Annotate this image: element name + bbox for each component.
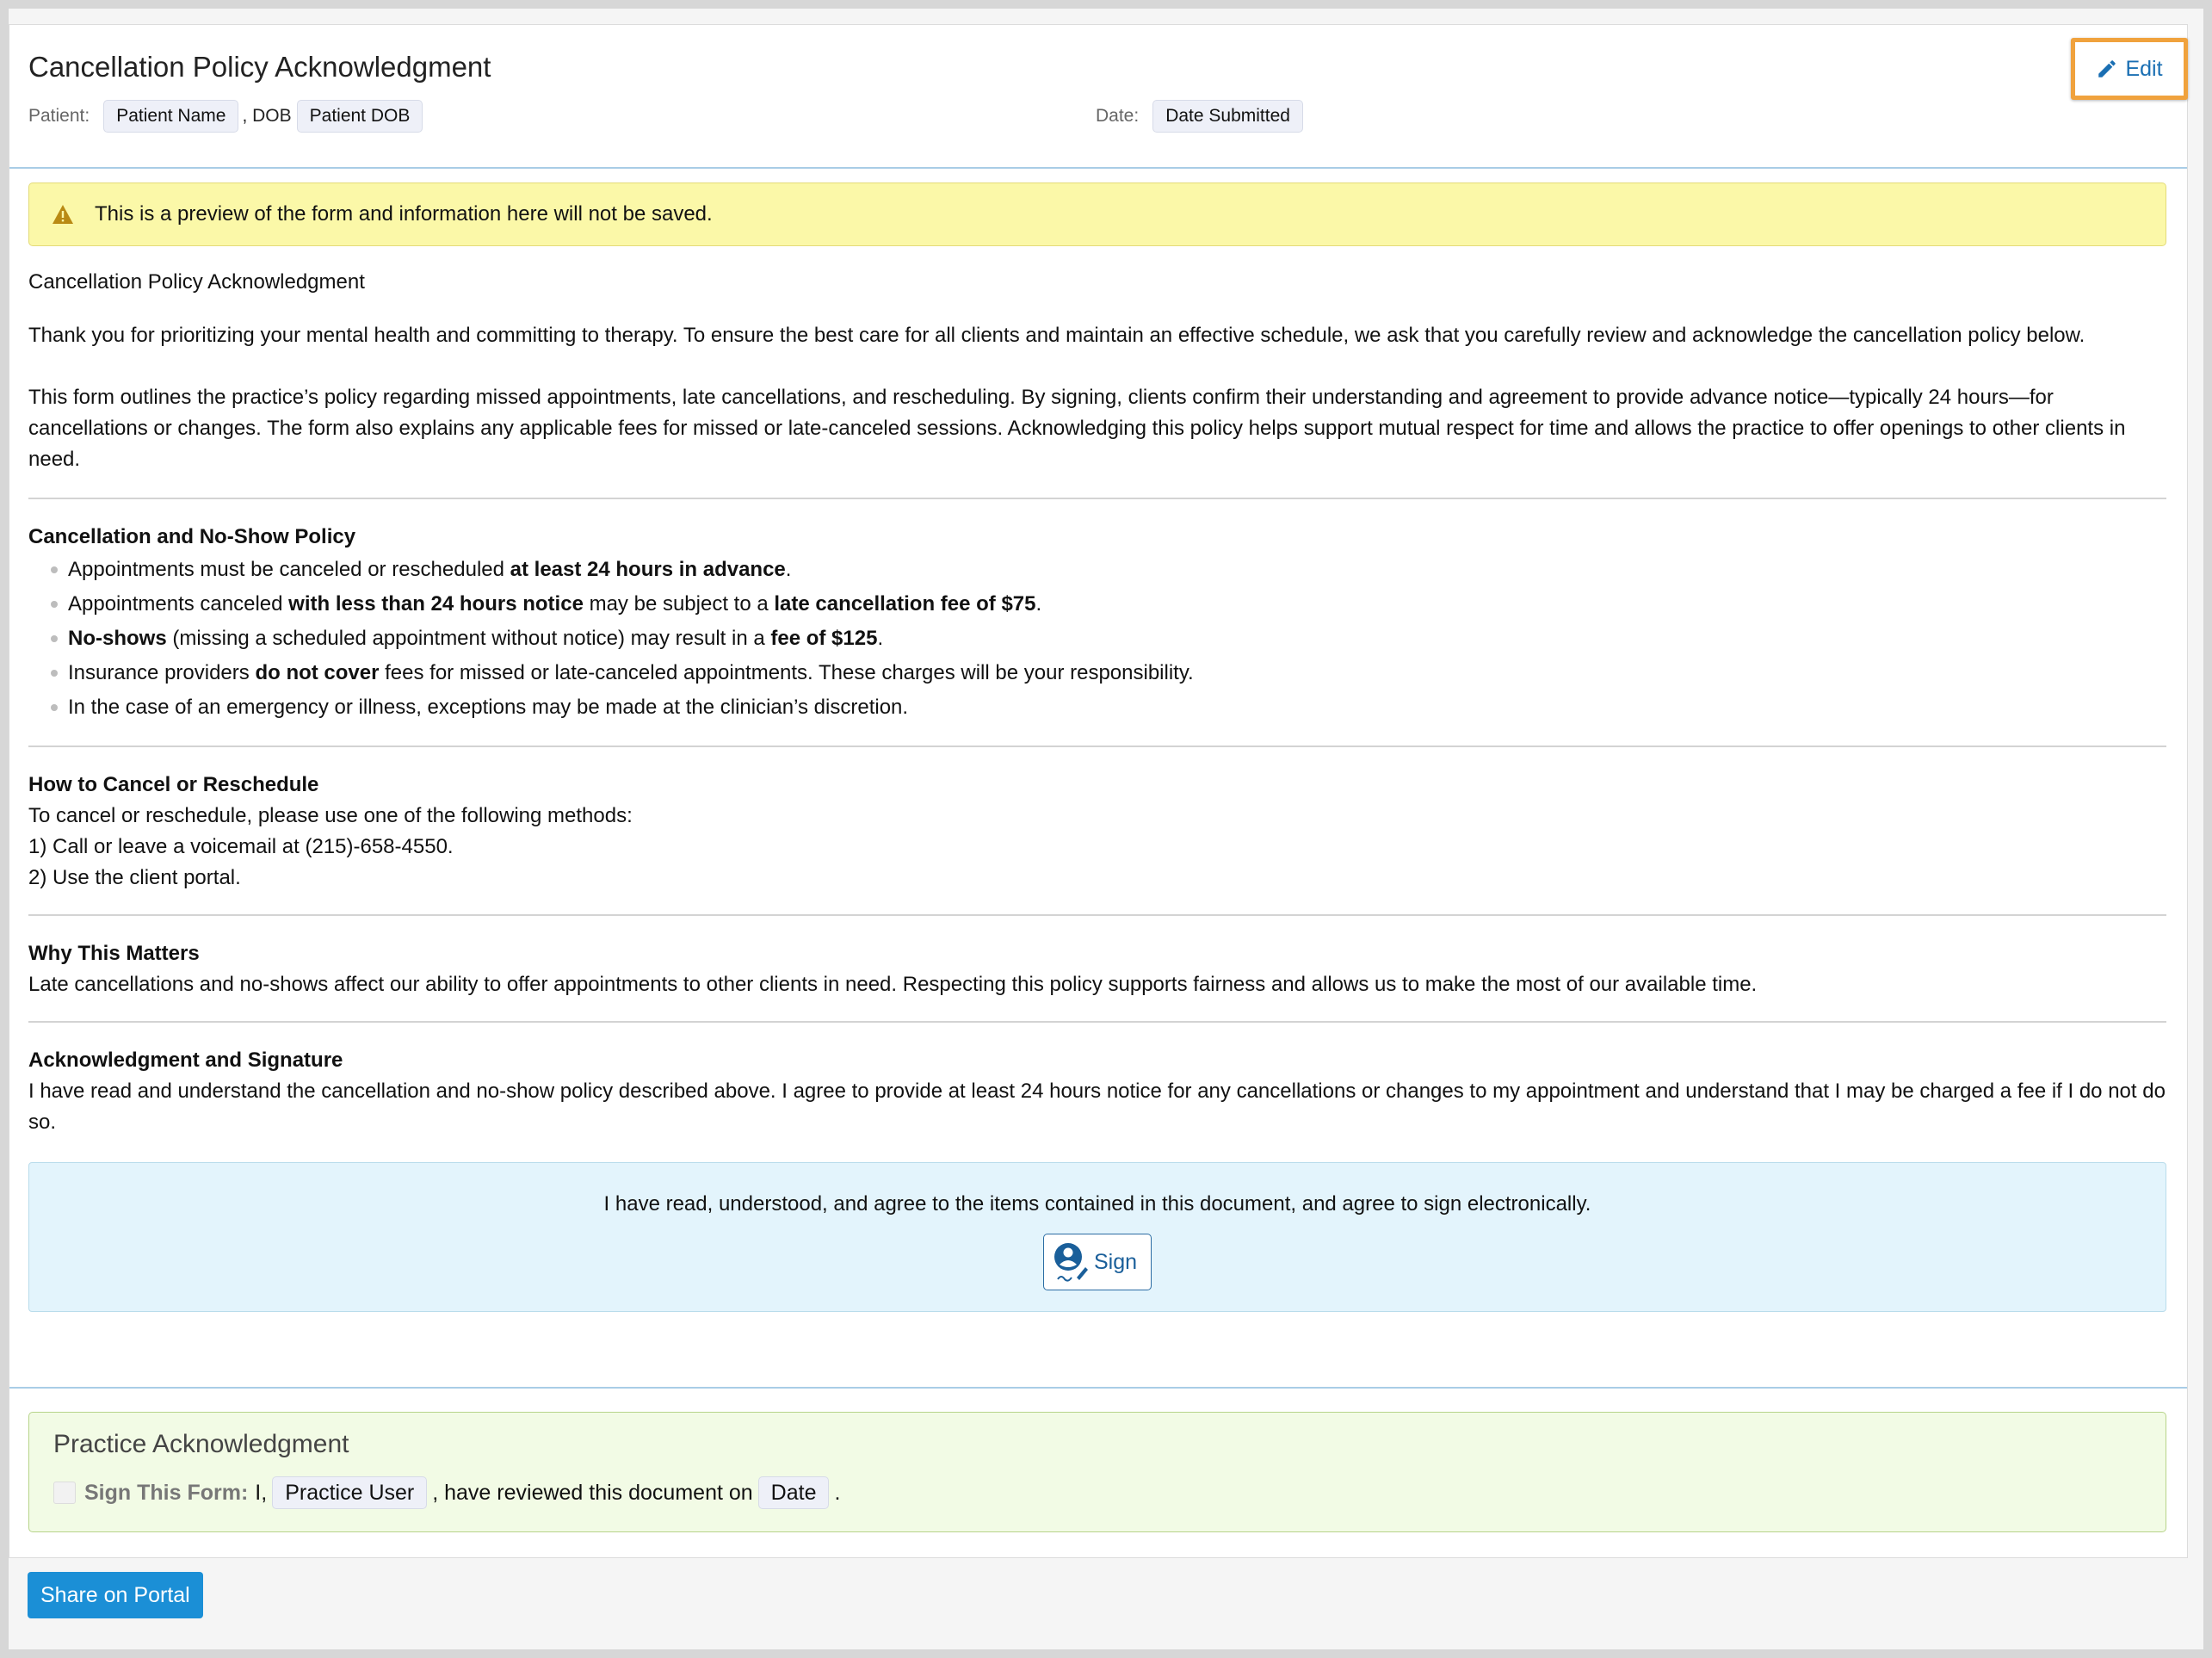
practice-user-chip: Practice User bbox=[272, 1476, 427, 1509]
list-item: Appointments must be canceled or rescheduled at least 24 hours in advance. bbox=[49, 553, 2166, 587]
share-on-portal-button[interactable]: Share on Portal bbox=[28, 1572, 203, 1618]
ack-end-text: . bbox=[834, 1480, 841, 1505]
date-meta bbox=[1096, 100, 1303, 133]
practice-ack-title: Practice Acknowledgment bbox=[53, 1430, 349, 1458]
intro-paragraph-1: Thank you for prioritizing your mental health and committing to therapy. To ensure the best care for all clients and maintain an effective schedule, we ask that you carefully review and acknowledge the cancellation policy below. bbox=[28, 324, 2085, 347]
signature-text: I have read and understand the cancellation and no-show policy described above. I agree to provide at least 24 hours notice for any cancellations or changes to my appointment and understand that I may be charged a fee if I do not do so. bbox=[28, 1080, 2166, 1134]
header-divider bbox=[9, 167, 2187, 169]
form-card bbox=[9, 24, 2188, 1558]
ack-mid-text: , have reviewed this document on bbox=[432, 1480, 753, 1505]
dob-separator: , DOB bbox=[242, 106, 292, 126]
warning-icon bbox=[52, 204, 74, 225]
app-frame bbox=[9, 9, 2203, 1649]
practice-acknowledgment bbox=[28, 1412, 2166, 1532]
e-sign-box bbox=[28, 1162, 2166, 1312]
list-item: Insurance providers do not cover fees for missed or late-canceled appointments. These charges will be your responsibility. bbox=[49, 656, 2166, 690]
why-text: Late cancellations and no-shows affect our ability to offer appointments to other clients in need. Respecting this policy supports fairness and allows us to make the most of our available time. bbox=[28, 973, 1758, 996]
form-content bbox=[28, 183, 2166, 1312]
form-header bbox=[9, 25, 2187, 168]
signature-user-icon bbox=[1053, 1241, 1091, 1283]
sign-form-label: Sign This Form: bbox=[84, 1480, 249, 1505]
preview-warning bbox=[28, 183, 2166, 246]
section-divider bbox=[28, 745, 2166, 747]
patient-name-chip: Patient Name bbox=[103, 100, 238, 133]
policy-heading: Cancellation and No-Show Policy bbox=[28, 525, 356, 548]
policy-list bbox=[49, 553, 2166, 725]
intro-heading: Cancellation Policy Acknowledgment bbox=[28, 270, 365, 294]
footer-divider bbox=[9, 1387, 2187, 1389]
sign-form-checkbox[interactable] bbox=[53, 1482, 76, 1504]
section-divider bbox=[28, 498, 2166, 499]
pencil-icon bbox=[2096, 58, 2118, 80]
section-divider bbox=[28, 1021, 2166, 1023]
howto-line-1: To cancel or reschedule, please use one of the following methods: bbox=[28, 804, 633, 827]
intro-paragraph-2: This form outlines the practice’s policy regarding missed appointments, late cancellations, and rescheduling. By signing, clients confirm their understanding and agreement to provide advance notice—typically 24 hours—for cancellations or changes. The form also explains any applicable fees for missed or late-canceled sessions. Acknowledging this policy helps support mutual respect for time and allows the practice to offer openings to other clients in need. bbox=[28, 386, 2126, 471]
howto-heading: How to Cancel or Reschedule bbox=[28, 773, 319, 796]
why-heading: Why This Matters bbox=[28, 942, 200, 965]
sign-label: Sign bbox=[1093, 1249, 1138, 1274]
list-item: In the case of an emergency or illness, exceptions may be made at the clinician’s discretion. bbox=[49, 690, 2166, 725]
patient-dob-chip: Patient DOB bbox=[297, 100, 423, 133]
sign-button[interactable] bbox=[1043, 1234, 1152, 1290]
howto-line-2: 1) Call or leave a voicemail at (215)-658-4550. bbox=[28, 835, 454, 858]
page-title: Cancellation Policy Acknowledgment bbox=[28, 51, 491, 83]
list-item: No-shows (missing a scheduled appointment without notice) may result in a fee of $125. bbox=[49, 622, 2166, 656]
date-label: Date: bbox=[1096, 106, 1140, 126]
section-divider bbox=[28, 914, 2166, 916]
edit-button[interactable] bbox=[2071, 38, 2188, 100]
ack-pre-text: I, bbox=[255, 1480, 268, 1505]
howto-line-3: 2) Use the client portal. bbox=[28, 866, 241, 889]
ack-date-chip: Date bbox=[758, 1476, 830, 1509]
patient-meta bbox=[28, 100, 423, 133]
warning-text: This is a preview of the form and information here will not be saved. bbox=[95, 202, 713, 226]
signature-heading: Acknowledgment and Signature bbox=[28, 1049, 343, 1072]
patient-label: Patient: bbox=[28, 106, 90, 126]
consent-text: I have read, understood, and agree to the items contained in this document, and agree to sign electronically. bbox=[603, 1192, 1591, 1216]
edit-label: Edit bbox=[2125, 56, 2163, 81]
practice-ack-row bbox=[53, 1476, 840, 1509]
date-submitted-chip: Date Submitted bbox=[1152, 100, 1303, 133]
list-item: Appointments canceled with less than 24 hours notice may be subject to a late cancellation fee of $75. bbox=[49, 587, 2166, 622]
